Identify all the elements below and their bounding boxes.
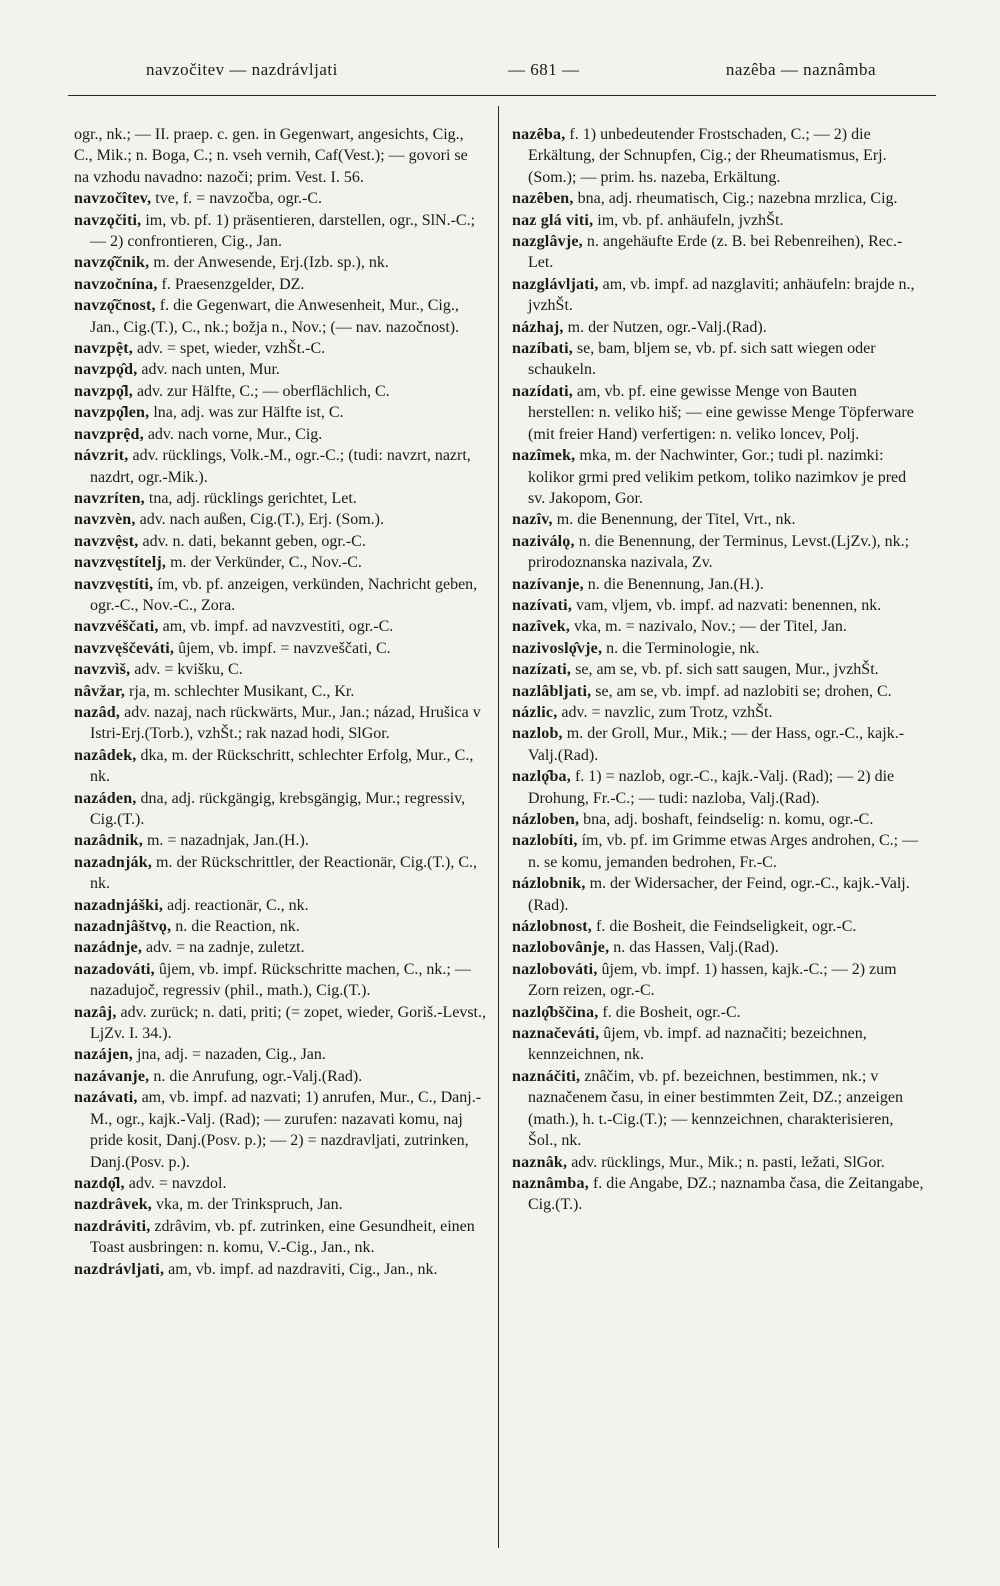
entry-definition: adv. zurück; n. dati, priti; (= zopet, wieder, Goriš.-Levst., LjZv. I. 34.). (90, 1003, 486, 1043)
entry-definition: f. 1) unbedeutender Frostschaden, C.; — 2) die Erkältung, der Schnupfen, Cig.; der Rheumatismus, Erj.(Som.); — prim. hs. nazeba, Erkältung. (528, 126, 887, 186)
entry-headword: nazivoslǫ̂vje, (512, 639, 603, 657)
entry-definition: ûjem, vb. impf. ad naznačiti; bezeichnen, kennzeichnen, nk. (528, 1025, 867, 1064)
entry-headword: nazlobováti, (512, 960, 598, 978)
dictionary-entry (512, 809, 924, 830)
entry-definition: adv. = navzlic, zum Trotz, vzhŠt. (561, 703, 773, 721)
entry-headword: nazlǫ̂bščina, (512, 1003, 599, 1021)
dictionary-entry (74, 1194, 486, 1215)
entry-headword: nazadováti, (74, 960, 155, 978)
entry-headword: nazadnjâštvǫ, (74, 918, 172, 936)
header-left-guideword: navzočitev — nazdrávljati (146, 60, 338, 79)
entry-definition: m. der Groll, Mur., Mik.; — der Hass, ogr.-C., kajk.-Valj.(Rad). (528, 725, 905, 764)
dictionary-entry (74, 895, 486, 916)
entry-definition: lna, adj. was zur Hälfte ist, C. (153, 404, 344, 422)
entry-headword: nazíbati, (512, 340, 573, 358)
entry-headword: nazáden, (74, 789, 137, 807)
entry-headword: navzprệd, (74, 425, 144, 443)
dictionary-entry (512, 445, 924, 509)
entry-definition: zdrâvim, vb. pf. zutrinken, eine Gesundheit, einen Toast ausbringen: n. komu, V.-Cig., Jan., nk. (90, 1217, 475, 1257)
entry-definition: adv. nach unten, Mur. (141, 361, 280, 379)
entry-definition: n. angehäufte Erde (z. B. bei Rebenreihen), Rec.-Let. (528, 233, 903, 272)
entry-definition: m. der Widersacher, der Feind, ogr.-C., kajk.-Valj.(Rad). (528, 875, 910, 914)
entry-definition: se, am se, vb. impf. ad nazlobiti se; drohen, C. (595, 682, 892, 700)
entry-definition: dka, m. der Rückschritt, schlechter Erfolg, Mur., C., nk. (90, 746, 474, 786)
entry-definition: dna, adj. rückgängig, krebsgängig, Mur.; regressiv, Cig.(T.). (90, 789, 466, 828)
entry-headword: naznačeváti, (512, 1025, 600, 1043)
dictionary-entry (512, 638, 924, 659)
entry-headword: názlobnost, (512, 918, 592, 936)
entry-definition: n. die Terminologie, nk. (606, 639, 760, 657)
entry-headword: nazîvek, (512, 618, 571, 636)
entry-headword: nazlob, (512, 725, 563, 743)
entry-headword: nazájen, (74, 1046, 133, 1064)
dictionary-entry (74, 1066, 486, 1087)
dictionary-entry (74, 659, 486, 680)
dictionary-entry (74, 830, 486, 851)
entry-headword: nazêben, (512, 190, 574, 208)
entry-headword: nazdrávljati, (74, 1260, 165, 1278)
entry-definition: znâčim, vb. pf. bezeichnen, bestimmen, nk.; v naznačenem času, in einer bestimmten Zeit, DZ.; anzeigen (math.), h. t.-Cig.(T.); — kennzeichnen, charakterisieren, Šol., nk. (528, 1067, 903, 1150)
dictionary-entry (512, 873, 924, 916)
dictionary-entry (512, 916, 924, 937)
entry-headword: naznâmba, (512, 1174, 589, 1192)
dictionary-entry (512, 188, 924, 209)
dictionary-entry (512, 659, 924, 680)
dictionary-entry (74, 552, 486, 573)
entry-definition: m. der Verkünder, C., Nov.-C. (170, 554, 362, 572)
entry-headword: nazívanje, (512, 575, 584, 593)
dictionary-entry (512, 317, 924, 338)
entry-definition: adv. nach außen, Cig.(T.), Erj. (Som.). (139, 511, 384, 529)
left-column (74, 124, 486, 1542)
entry-headword: nâvžar, (74, 682, 126, 700)
dictionary-entry (74, 681, 486, 702)
dictionary-entry (512, 681, 924, 702)
entry-headword: nazglâvje, (512, 233, 583, 251)
entry-headword: navzvęščeváti, (74, 639, 175, 657)
entry-headword: navzvęstítelj, (74, 554, 167, 572)
entry-definition: am, vb. pf. eine gewisse Menge von Bauten herstellen: n. veliko hiš; — eine gewisse Menge Töpferware (mit freier Hand) verfertigen: n. veliko loncev, Polj. (528, 382, 914, 443)
dictionary-entry (512, 210, 924, 231)
dictionary-entry (512, 381, 924, 445)
entry-headword: navzpǫ̂l, (74, 382, 133, 400)
dictionary-entry (74, 252, 486, 273)
dictionary-entry (74, 1044, 486, 1065)
entry-headword: navzvéščati, (74, 618, 159, 636)
dictionary-entry (512, 1023, 924, 1066)
right-column (512, 124, 924, 1542)
entry-definition: im, vb. pf. 1) präsentieren, darstellen, ogr., SlN.-C.; — 2) confrontieren, Cig., Jan. (90, 211, 476, 251)
dictionary-entry (74, 1087, 486, 1173)
entry-headword: nazâdek, (74, 746, 137, 764)
entry-headword: naz glá viti, (512, 211, 594, 229)
dictionary-entry (512, 338, 924, 381)
dictionary-entry (512, 595, 924, 616)
entry-headword: navzpǫ̂d, (74, 361, 138, 379)
header-rule (68, 95, 936, 96)
entry-headword: nazâj, (74, 1003, 117, 1021)
entry-headword: navzvệst, (74, 532, 139, 550)
entry-headword: nazadnjáški, (74, 896, 164, 914)
dictionary-entry (512, 509, 924, 530)
entry-definition: m. der Rückschrittler, der Reactionär, Cig.(T.), C., nk. (90, 853, 478, 893)
entry-definition: n. die Benennung, Jan.(H.). (587, 575, 764, 593)
entry-headword: naznáčiti, (512, 1067, 581, 1085)
entry-definition: m. der Anwesende, Erj.(Izb. sp.), nk. (153, 254, 389, 272)
entry-definition: f. Praesenzgelder, DZ. (161, 275, 305, 293)
entry-definition: adv. nazaj, nach rückwärts, Mur., Jan.; názad, Hrušica v Istri-Erj.(Torb.), vzhŠt.; rak nazad hodi, SlGor. (90, 703, 481, 743)
entry-definition: vam, vljem, vb. impf. ad nazvati: benennen, nk. (576, 596, 882, 614)
entry-headword: navzǫ̂čnik, (74, 254, 150, 272)
entry-definition: adv. = kvišku, C. (134, 661, 243, 679)
entry-headword: nazîmek, (512, 447, 576, 465)
dictionary-entry (74, 616, 486, 637)
dictionary-entry (74, 210, 486, 253)
dictionary-entry (74, 274, 486, 295)
entry-definition: ogr., nk.; — II. praep. c. gen. in Gegenwart, angesichts, Cig., C., Mik.; n. Boga, C.; n. vseh vernih, Caf(Vest.); — govori se na vzhodu navadno: nazoči; prim. Vest. I. 56. (74, 126, 468, 186)
dictionary-entry (74, 488, 486, 509)
entry-definition: bna, adj. boshaft, feindselig: n. komu, ogr.-C. (583, 811, 874, 828)
dictionary-entry (512, 1002, 924, 1023)
entry-headword: názlobnik, (512, 875, 586, 893)
dictionary-entry (512, 574, 924, 595)
entry-headword: nazdrâvek, (74, 1196, 152, 1214)
dictionary-entry (512, 766, 924, 809)
entry-headword: nazízati, (512, 661, 572, 679)
dictionary-entry (74, 745, 486, 788)
entry-definition: adv. rücklings, Mur., Mik.; n. pasti, ležati, SlGor. (571, 1153, 885, 1171)
entry-headword: nazdǫ̂l, (74, 1174, 125, 1192)
entry-definition: m. die Benennung, der Titel, Vrt., nk. (556, 511, 796, 529)
entry-definition: f. die Bosheit, die Feindseligkeit, ogr.-C. (596, 918, 857, 936)
entry-headword: navzríten, (74, 489, 145, 507)
dictionary-entry (74, 574, 486, 617)
entry-definition: im, vb. pf. anhäufeln, jvzhŠt. (597, 211, 784, 229)
entry-headword: navzočnína, (74, 275, 158, 293)
dictionary-entry (74, 402, 486, 423)
entry-headword: nazávati, (74, 1089, 138, 1107)
entry-definition: ûjem, vb. impf. = navzveščati, C. (178, 639, 391, 657)
dictionary-entry (74, 702, 486, 745)
entry-definition: tna, adj. rücklings gerichtet, Let. (148, 489, 357, 507)
entry-definition: rja, m. schlechter Musikant, C., Kr. (129, 682, 355, 700)
entry-headword: nazlǫ̂ba, (512, 768, 571, 786)
entry-definition: m. = nazadnjak, Jan.(H.). (146, 832, 309, 850)
entry-definition: f. die Gegenwart, die Anwesenheit, Mur., Cig., Jan., Cig.(T.), C., nk.; božja n., Nov.; (— nav. nazočnost). (90, 297, 460, 336)
dictionary-entry (512, 959, 924, 1002)
entry-definition: n. das Hassen, Valj.(Rad). (613, 939, 779, 957)
dictionary-entry (512, 274, 924, 317)
dictionary-entry (512, 830, 924, 873)
dictionary-entry (74, 359, 486, 380)
entry-definition: adv. n. dati, bekannt geben, ogr.-C. (142, 532, 366, 550)
entry-headword: nazádnje, (74, 939, 143, 957)
entry-definition: n. die Benennung, der Terminus, Levst.(LjZv.), nk.; prirodoznanska nazivala, Zv. (528, 532, 910, 572)
page-header (68, 60, 936, 86)
dictionary-entry (74, 531, 486, 552)
entry-headword: nazadnják, (74, 853, 153, 871)
dictionary-entry (74, 445, 486, 488)
dictionary-entry (74, 852, 486, 895)
dictionary-entry (512, 937, 924, 958)
entry-definition: se, bam, bljem se, vb. pf. sich satt wiegen oder schaukeln. (528, 340, 876, 379)
entry-definition: ûjem, vb. impf. Rückschritte machen, C., nk.; — nazadujoč, regressiv (phil., math.), Cig.(T.). (90, 960, 471, 1000)
entry-definition: adv. = na zadnje, zuletzt. (146, 939, 305, 957)
dictionary-entry (74, 509, 486, 530)
dictionary-entry (74, 937, 486, 958)
dictionary-entry (74, 188, 486, 209)
entry-headword: nazídati, (512, 382, 573, 400)
entry-definition: adv. nach vorne, Mur., Cig. (147, 425, 323, 443)
entry-definition: adj. reactionär, C., nk. (167, 896, 309, 914)
dictionary-entry (512, 124, 924, 188)
dictionary-entry (512, 1066, 924, 1152)
entry-definition: am, vb. impf. ad navzvestiti, ogr.-C. (162, 618, 394, 636)
entry-headword: navzvìš, (74, 661, 131, 679)
dictionary-entry (74, 1002, 486, 1045)
entry-headword: nazlâbljati, (512, 682, 592, 700)
entry-definition: adv. rücklings, Volk.-M., ogr.-C.; (tudi: navzrt, nazrt, nazdrt, ogr.-Mik.). (90, 447, 471, 486)
entry-definition: adv. zur Hälfte, C.; — oberflächlich, C. (136, 382, 390, 400)
entry-headword: navzočîtev, (74, 190, 152, 208)
dictionary-entry (512, 616, 924, 637)
dictionary-entry (74, 1259, 486, 1280)
entry-definition: mka, m. der Nachwinter, Gor.; tudi pl. nazimki: kolikor grmi pred velikim petkom, toliko nazimkov je pred sv. Jakopom, Gor. (528, 447, 907, 507)
entry-headword: názloben, (512, 811, 580, 828)
entry-headword: nazglávljati, (512, 275, 599, 293)
header-right-guideword: nazêba — naznâmba (725, 60, 876, 79)
entry-definition: adv. = spet, wieder, vzhŠt.-C. (136, 340, 326, 358)
entry-definition: n. die Reaction, nk. (175, 918, 300, 936)
entry-headword: nazlobíti, (512, 832, 578, 850)
dictionary-entry (74, 338, 486, 359)
entry-definition: am, vb. impf. ad nazdraviti, Cig., Jan., nk. (168, 1260, 438, 1278)
dictionary-entry (74, 124, 486, 188)
entry-definition: ím, vb. pf. anzeigen, verkünden, Nachricht geben, ogr.-C., Nov.-C., Zora. (90, 575, 478, 614)
entry-definition: ûjem, vb. impf. 1) hassen, kajk.-C.; — 2) zum Zorn reizen, ogr.-C. (528, 960, 897, 1000)
entry-headword: navzvèn, (74, 511, 136, 529)
entry-headword: nazîv, (512, 511, 553, 529)
entry-headword: navzvęstíti, (74, 575, 154, 593)
entry-headword: nazávanje, (74, 1067, 150, 1085)
entry-definition: vka, m. der Trinkspruch, Jan. (156, 1196, 343, 1214)
dictionary-entry (512, 531, 924, 574)
entry-headword: naznâk, (512, 1153, 568, 1171)
dictionary-entry (512, 231, 924, 274)
dictionary-entry (512, 1152, 924, 1173)
dictionary-entry (74, 638, 486, 659)
entry-headword: navzpǫ̂len, (74, 404, 150, 422)
entry-headword: nazdráviti, (74, 1217, 151, 1235)
dictionary-entry (512, 1173, 924, 1216)
entry-headword: nazêba, (512, 126, 566, 143)
dictionary-entry (74, 1173, 486, 1194)
entry-definition: f. 1) = nazlob, ogr.-C., kajk.-Valj. (Rad); — 2) die Drohung, Fr.-C.; — tudi: nazloba, Valj.(Rad). (528, 768, 895, 807)
column-divider (498, 106, 499, 1548)
entry-headword: navzpệt, (74, 340, 133, 358)
entry-definition: bna, adj. rheumatisch, Cig.; nazebna mrzlica, Cig. (577, 190, 898, 208)
dictionary-entry (74, 788, 486, 831)
entry-definition: se, am se, vb. pf. sich satt saugen, Mur., jvzhŠt. (575, 661, 879, 679)
dictionary-entry (74, 1216, 486, 1259)
entry-headword: nazívati, (512, 596, 573, 614)
entry-definition: ím, vb. pf. im Grimme etwas Arges androhen, C.; — n. se komu, jemanden bedrohen, Fr.-C. (528, 832, 919, 871)
entry-definition: am, vb. impf. ad nazvati; 1) anrufen, Mur., C., Danj.-M., ogr., kajk.-Valj. (Rad); — zurufen: nazavati komu, naj pride kosit, Danj.(Posv. p.); — 2) = nazdravljati, zutrinken, Danj.(Posv. p.). (90, 1089, 482, 1171)
entry-definition: jna, adj. = nazaden, Cig., Jan. (136, 1046, 326, 1064)
dictionary-entry (74, 959, 486, 1002)
entry-definition: n. die Anrufung, ogr.-Valj.(Rad). (153, 1067, 363, 1085)
entry-headword: navzǫ̂čnost, (74, 297, 156, 315)
entry-definition: tve, f. = navzočba, ogr.-C. (155, 190, 323, 208)
entry-headword: naziválǫ, (512, 532, 575, 550)
dictionary-entry (512, 723, 924, 766)
dictionary-entry (74, 916, 486, 937)
entry-headword: názlic, (512, 703, 558, 721)
entry-headword: názhaj, (512, 318, 564, 336)
dictionary-entry (512, 702, 924, 723)
entry-definition: f. die Angabe, DZ.; naznamba časa, die Zeitangabe, Cig.(T.). (528, 1174, 924, 1214)
entry-headword: nazlobovânje, (512, 939, 610, 957)
dictionary-entry (74, 381, 486, 402)
entry-definition: am, vb. impf. ad nazglaviti; anhäufeln: brajde n., jvzhŠt. (528, 275, 915, 315)
entry-definition: adv. = navzdol. (128, 1174, 227, 1192)
entry-headword: nazâdnik, (74, 832, 143, 850)
entry-headword: navzǫčiti, (74, 211, 142, 229)
dictionary-entry (74, 424, 486, 445)
entry-definition: m. der Nutzen, ogr.-Valj.(Rad). (567, 318, 767, 336)
entry-headword: návzrit, (74, 447, 129, 465)
dictionary-entry (74, 295, 486, 338)
page-number: — 681 — (508, 60, 580, 79)
entry-definition: vka, m. = nazivalo, Nov.; — der Titel, Jan. (574, 618, 847, 636)
entry-definition: f. die Bosheit, ogr.-C. (602, 1003, 741, 1021)
entry-headword: nazâd, (74, 703, 121, 721)
